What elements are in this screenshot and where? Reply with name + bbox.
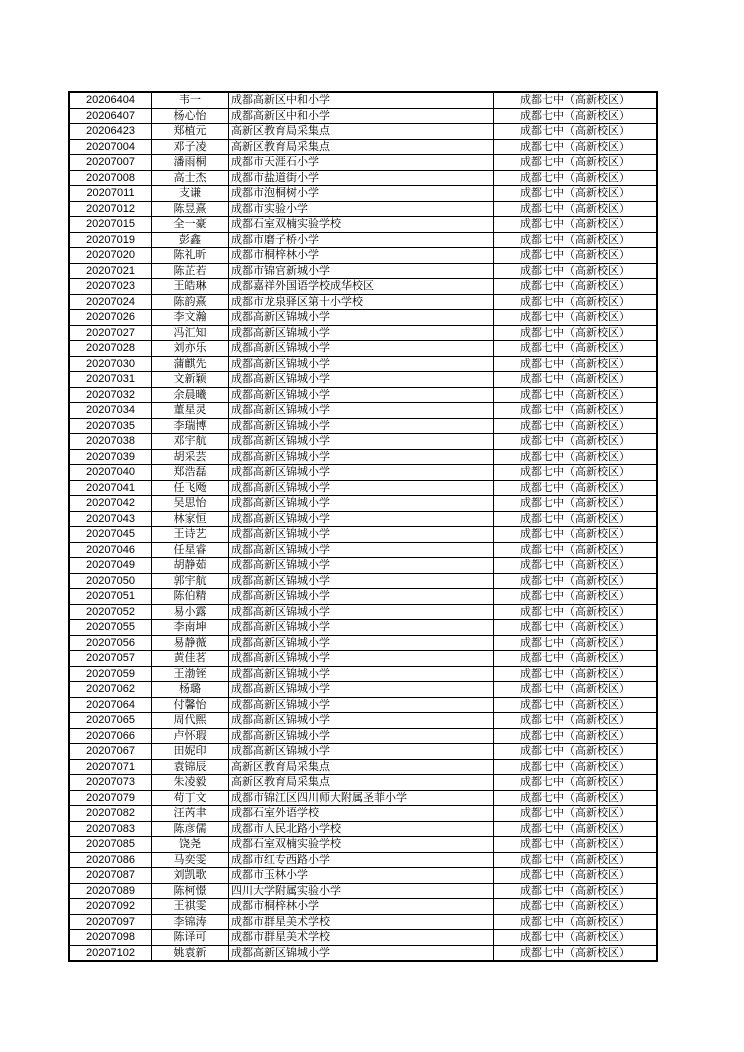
table-row (69, 604, 657, 620)
student-name-cell: 文新颖 (152, 372, 229, 388)
student-name-cell: 周代熙 (152, 713, 229, 729)
admitted-school-cell: 成都七中（高新校区） (494, 728, 658, 744)
table-row (69, 852, 657, 868)
student-name-cell: 陈译可 (152, 930, 229, 946)
student-name-cell: 饶尧 (152, 837, 229, 853)
student-name-cell: 姚袁新 (152, 945, 229, 961)
table-row (69, 434, 657, 450)
student-id-cell: 20207051 (69, 589, 152, 605)
table-row (69, 821, 657, 837)
admitted-school-cell: 成都七中（高新校区） (494, 480, 658, 496)
source-school-cell: 成都市红专西路小学 (229, 852, 494, 868)
student-name-cell: 马奕雯 (152, 852, 229, 868)
student-name-cell: 李文瀚 (152, 310, 229, 326)
student-name-cell: 王诗艺 (152, 527, 229, 543)
admitted-school-cell: 成都七中（高新校区） (494, 713, 658, 729)
source-school-cell: 成都高新区锦城小学 (229, 372, 494, 388)
admitted-school-cell: 成都七中（高新校区） (494, 372, 658, 388)
admitted-school-cell: 成都七中（高新校区） (494, 263, 658, 279)
table-row (69, 542, 657, 558)
table-row (69, 403, 657, 419)
admitted-school-cell: 成都七中（高新校区） (494, 573, 658, 589)
admitted-school-cell: 成都七中（高新校区） (494, 232, 658, 248)
source-school-cell: 成都高新区锦城小学 (229, 713, 494, 729)
source-school-cell: 成都市天涯石小学 (229, 155, 494, 171)
student-id-cell: 20207019 (69, 232, 152, 248)
student-id-cell: 20207041 (69, 480, 152, 496)
source-school-cell: 成都高新区中和小学 (229, 108, 494, 124)
admitted-school-cell: 成都七中（高新校区） (494, 806, 658, 822)
student-id-cell: 20207064 (69, 697, 152, 713)
source-school-cell: 成都高新区锦城小学 (229, 635, 494, 651)
student-id-cell: 20207102 (69, 945, 152, 961)
source-school-cell: 成都高新区锦城小学 (229, 945, 494, 961)
student-id-cell: 20207066 (69, 728, 152, 744)
admitted-school-cell: 成都七中（高新校区） (494, 651, 658, 667)
admitted-school-cell: 成都七中（高新校区） (494, 744, 658, 760)
table-row (69, 263, 657, 279)
table-row (69, 573, 657, 589)
source-school-cell: 高新区教育局采集点 (229, 759, 494, 775)
source-school-cell: 成都市龙泉驿区第十小学校 (229, 294, 494, 310)
table-row (69, 790, 657, 806)
table-row (69, 217, 657, 233)
student-name-cell: 付馨怡 (152, 697, 229, 713)
student-name-cell: 汪芮聿 (152, 806, 229, 822)
student-id-cell: 20207071 (69, 759, 152, 775)
admitted-school-cell: 成都七中（高新校区） (494, 837, 658, 853)
student-name-cell: 彭鑫 (152, 232, 229, 248)
source-school-cell: 成都高新区锦城小学 (229, 666, 494, 682)
student-id-cell: 20207056 (69, 635, 152, 651)
table-row (69, 775, 657, 791)
student-id-cell: 20207057 (69, 651, 152, 667)
table-row (69, 232, 657, 248)
student-name-cell: 胡采芸 (152, 449, 229, 465)
student-id-cell: 20207079 (69, 790, 152, 806)
student-name-cell: 王渤铚 (152, 666, 229, 682)
admitted-school-cell: 成都七中（高新校区） (494, 170, 658, 186)
source-school-cell: 成都高新区锦城小学 (229, 465, 494, 481)
student-id-cell: 20207062 (69, 682, 152, 698)
source-school-cell: 成都高新区锦城小学 (229, 728, 494, 744)
admitted-school-cell: 成都七中（高新校区） (494, 449, 658, 465)
student-id-cell: 20207065 (69, 713, 152, 729)
table-row (69, 449, 657, 465)
student-id-cell: 20207083 (69, 821, 152, 837)
student-name-cell: 李瑞博 (152, 418, 229, 434)
admitted-school-cell: 成都七中（高新校区） (494, 527, 658, 543)
table-row (69, 201, 657, 217)
source-school-cell: 成都高新区锦城小学 (229, 589, 494, 605)
admitted-school-cell: 成都七中（高新校区） (494, 930, 658, 946)
student-name-cell: 郑浩磊 (152, 465, 229, 481)
student-id-cell: 20206423 (69, 124, 152, 140)
student-id-cell: 20207015 (69, 217, 152, 233)
admitted-school-cell: 成都七中（高新校区） (494, 201, 658, 217)
table-body (69, 92, 657, 961)
admitted-school-cell: 成都七中（高新校区） (494, 496, 658, 512)
student-id-cell: 20207034 (69, 403, 152, 419)
source-school-cell: 成都市人民北路小学校 (229, 821, 494, 837)
table-row (69, 248, 657, 264)
admitted-school-cell: 成都七中（高新校区） (494, 139, 658, 155)
student-name-cell: 邓宇航 (152, 434, 229, 450)
table-row (69, 108, 657, 124)
source-school-cell: 成都高新区锦城小学 (229, 325, 494, 341)
table-row (69, 899, 657, 915)
admitted-school-cell: 成都七中（高新校区） (494, 155, 658, 171)
student-id-cell: 20207004 (69, 139, 152, 155)
source-school-cell: 成都高新区锦城小学 (229, 651, 494, 667)
student-name-cell: 杨璐 (152, 682, 229, 698)
student-id-cell: 20207059 (69, 666, 152, 682)
source-school-cell: 成都市锦官新城小学 (229, 263, 494, 279)
student-id-cell: 20207043 (69, 511, 152, 527)
table-row (69, 558, 657, 574)
student-name-cell: 全一豪 (152, 217, 229, 233)
student-name-cell: 蒲麒先 (152, 356, 229, 372)
admitted-school-cell: 成都七中（高新校区） (494, 217, 658, 233)
student-id-cell: 20206407 (69, 108, 152, 124)
student-id-cell: 20207027 (69, 325, 152, 341)
student-id-cell: 20207073 (69, 775, 152, 791)
source-school-cell: 成都市磨子桥小学 (229, 232, 494, 248)
admitted-school-cell: 成都七中（高新校区） (494, 635, 658, 651)
student-id-cell: 20207098 (69, 930, 152, 946)
source-school-cell: 四川大学附属实验小学 (229, 883, 494, 899)
table-row (69, 310, 657, 326)
source-school-cell: 成都市玉林小学 (229, 868, 494, 884)
table-row (69, 527, 657, 543)
source-school-cell: 成都市桐梓林小学 (229, 248, 494, 264)
student-name-cell: 朱凌毅 (152, 775, 229, 791)
student-id-cell: 20207007 (69, 155, 152, 171)
table-row (69, 883, 657, 899)
source-school-cell: 成都市锦江区四川师大附属圣菲小学 (229, 790, 494, 806)
source-school-cell: 成都高新区锦城小学 (229, 403, 494, 419)
admitted-school-cell: 成都七中（高新校区） (494, 387, 658, 403)
student-id-cell: 20207055 (69, 620, 152, 636)
source-school-cell: 成都市群星美术学校 (229, 930, 494, 946)
source-school-cell: 成都市群星美术学校 (229, 914, 494, 930)
table-row (69, 682, 657, 698)
source-school-cell: 成都市泡桐树小学 (229, 186, 494, 202)
student-name-cell: 袁锦辰 (152, 759, 229, 775)
admitted-school-cell: 成都七中（高新校区） (494, 325, 658, 341)
student-id-cell: 20207040 (69, 465, 152, 481)
admitted-school-cell: 成都七中（高新校区） (494, 759, 658, 775)
student-name-cell: 郑植元 (152, 124, 229, 140)
student-name-cell: 胡静茹 (152, 558, 229, 574)
source-school-cell: 成都高新区锦城小学 (229, 418, 494, 434)
table-row (69, 914, 657, 930)
source-school-cell: 成都高新区锦城小学 (229, 620, 494, 636)
student-id-cell: 20207086 (69, 852, 152, 868)
table-row (69, 387, 657, 403)
source-school-cell: 成都高新区锦城小学 (229, 310, 494, 326)
student-name-cell: 任星睿 (152, 542, 229, 558)
source-school-cell: 成都高新区锦城小学 (229, 682, 494, 698)
table-row (69, 868, 657, 884)
student-id-cell: 20207038 (69, 434, 152, 450)
table-row (69, 155, 657, 171)
admitted-school-cell: 成都七中（高新校区） (494, 883, 658, 899)
student-id-cell: 20207023 (69, 279, 152, 295)
table-row (69, 480, 657, 496)
admitted-school-cell: 成都七中（高新校区） (494, 697, 658, 713)
student-name-cell: 王皓琳 (152, 279, 229, 295)
student-name-cell: 黄佳茗 (152, 651, 229, 667)
table-row (69, 418, 657, 434)
student-name-cell: 陈韵熹 (152, 294, 229, 310)
student-id-cell: 20207028 (69, 341, 152, 357)
table-row (69, 728, 657, 744)
source-school-cell: 成都石室双楠实验学校 (229, 837, 494, 853)
source-school-cell: 成都高新区锦城小学 (229, 480, 494, 496)
source-school-cell: 成都高新区锦城小学 (229, 341, 494, 357)
source-school-cell: 高新区教育局采集点 (229, 124, 494, 140)
student-name-cell: 陈柯憬 (152, 883, 229, 899)
student-name-cell: 易小露 (152, 604, 229, 620)
student-id-cell: 20207020 (69, 248, 152, 264)
admitted-school-cell: 成都七中（高新校区） (494, 790, 658, 806)
student-id-cell: 20207042 (69, 496, 152, 512)
student-id-cell: 20207026 (69, 310, 152, 326)
table-row (69, 341, 657, 357)
source-school-cell: 成都高新区锦城小学 (229, 356, 494, 372)
student-id-cell: 20207089 (69, 883, 152, 899)
student-id-cell: 20207045 (69, 527, 152, 543)
table-row (69, 92, 657, 108)
table-row (69, 930, 657, 946)
student-name-cell: 任飞飏 (152, 480, 229, 496)
student-id-cell: 20207024 (69, 294, 152, 310)
admitted-school-cell: 成都七中（高新校区） (494, 279, 658, 295)
source-school-cell: 成都高新区锦城小学 (229, 387, 494, 403)
admitted-school-cell: 成都七中（高新校区） (494, 589, 658, 605)
table-row (69, 465, 657, 481)
student-name-cell: 林家恒 (152, 511, 229, 527)
admitted-school-cell: 成都七中（高新校区） (494, 341, 658, 357)
student-name-cell: 吴思怡 (152, 496, 229, 512)
admitted-school-cell: 成都七中（高新校区） (494, 620, 658, 636)
table-row (69, 511, 657, 527)
source-school-cell: 成都市桐梓林小学 (229, 899, 494, 915)
student-id-cell: 20207032 (69, 387, 152, 403)
source-school-cell: 成都高新区锦城小学 (229, 511, 494, 527)
table-row (69, 170, 657, 186)
source-school-cell: 成都嘉祥外国语学校成华校区 (229, 279, 494, 295)
admitted-school-cell: 成都七中（高新校区） (494, 852, 658, 868)
table-row (69, 759, 657, 775)
admitted-school-cell: 成都七中（高新校区） (494, 558, 658, 574)
student-name-cell: 易静薇 (152, 635, 229, 651)
admitted-school-cell: 成都七中（高新校区） (494, 914, 658, 930)
student-name-cell: 王祺雯 (152, 899, 229, 915)
source-school-cell: 成都高新区锦城小学 (229, 542, 494, 558)
student-name-cell: 李南坤 (152, 620, 229, 636)
table-row (69, 294, 657, 310)
admitted-school-cell: 成都七中（高新校区） (494, 434, 658, 450)
student-id-cell: 20207052 (69, 604, 152, 620)
student-id-cell: 20206404 (69, 92, 152, 108)
table-row (69, 620, 657, 636)
student-id-cell: 20207035 (69, 418, 152, 434)
admitted-school-cell: 成都七中（高新校区） (494, 108, 658, 124)
student-id-cell: 20207049 (69, 558, 152, 574)
student-name-cell: 陈伯精 (152, 589, 229, 605)
student-id-cell: 20207092 (69, 899, 152, 915)
student-name-cell: 冯汇知 (152, 325, 229, 341)
table-row (69, 697, 657, 713)
source-school-cell: 成都高新区锦城小学 (229, 744, 494, 760)
table-row (69, 744, 657, 760)
admitted-school-cell: 成都七中（高新校区） (494, 294, 658, 310)
student-id-cell: 20207021 (69, 263, 152, 279)
student-name-cell: 苟丁文 (152, 790, 229, 806)
admitted-school-cell: 成都七中（高新校区） (494, 899, 658, 915)
admitted-school-cell: 成都七中（高新校区） (494, 682, 658, 698)
student-name-cell: 卢怀瑕 (152, 728, 229, 744)
table-row (69, 945, 657, 961)
admitted-school-cell: 成都七中（高新校区） (494, 604, 658, 620)
table-row (69, 325, 657, 341)
student-id-cell: 20207011 (69, 186, 152, 202)
admitted-school-cell: 成都七中（高新校区） (494, 124, 658, 140)
admission-list-table (68, 91, 658, 962)
student-name-cell: 潘雨桐 (152, 155, 229, 171)
source-school-cell: 成都高新区锦城小学 (229, 573, 494, 589)
source-school-cell: 成都市盐道街小学 (229, 170, 494, 186)
source-school-cell: 成都高新区锦城小学 (229, 434, 494, 450)
admitted-school-cell: 成都七中（高新校区） (494, 92, 658, 108)
student-id-cell: 20207067 (69, 744, 152, 760)
admitted-school-cell: 成都七中（高新校区） (494, 945, 658, 961)
table-row (69, 666, 657, 682)
table-row (69, 589, 657, 605)
student-id-cell: 20207097 (69, 914, 152, 930)
source-school-cell: 成都高新区锦城小学 (229, 496, 494, 512)
admitted-school-cell: 成都七中（高新校区） (494, 248, 658, 264)
table-row (69, 279, 657, 295)
student-id-cell: 20207039 (69, 449, 152, 465)
student-name-cell: 郭宇航 (152, 573, 229, 589)
table-row (69, 124, 657, 140)
source-school-cell: 成都石室双楠实验学校 (229, 217, 494, 233)
student-id-cell: 20207087 (69, 868, 152, 884)
source-school-cell: 成都高新区锦城小学 (229, 697, 494, 713)
table-row (69, 635, 657, 651)
student-id-cell: 20207008 (69, 170, 152, 186)
table-row (69, 837, 657, 853)
table-row (69, 356, 657, 372)
student-name-cell: 邓子凌 (152, 139, 229, 155)
table-row (69, 806, 657, 822)
student-id-cell: 20207031 (69, 372, 152, 388)
admitted-school-cell: 成都七中（高新校区） (494, 418, 658, 434)
student-name-cell: 陈彦儒 (152, 821, 229, 837)
admitted-school-cell: 成都七中（高新校区） (494, 542, 658, 558)
student-name-cell: 韦一 (152, 92, 229, 108)
admitted-school-cell: 成都七中（高新校区） (494, 511, 658, 527)
source-school-cell: 成都高新区锦城小学 (229, 558, 494, 574)
source-school-cell: 成都高新区中和小学 (229, 92, 494, 108)
table-row (69, 186, 657, 202)
student-name-cell: 刘亦乐 (152, 341, 229, 357)
student-id-cell: 20207050 (69, 573, 152, 589)
admitted-school-cell: 成都七中（高新校区） (494, 868, 658, 884)
student-id-cell: 20207046 (69, 542, 152, 558)
student-name-cell: 李锦涛 (152, 914, 229, 930)
student-id-cell: 20207085 (69, 837, 152, 853)
admitted-school-cell: 成都七中（高新校区） (494, 403, 658, 419)
table-row (69, 651, 657, 667)
student-name-cell: 杨心怡 (152, 108, 229, 124)
table-row (69, 139, 657, 155)
admitted-school-cell: 成都七中（高新校区） (494, 356, 658, 372)
student-id-cell: 20207012 (69, 201, 152, 217)
admitted-school-cell: 成都七中（高新校区） (494, 465, 658, 481)
source-school-cell: 成都高新区锦城小学 (229, 449, 494, 465)
student-id-cell: 20207082 (69, 806, 152, 822)
source-school-cell: 成都高新区锦城小学 (229, 604, 494, 620)
student-name-cell: 董星灵 (152, 403, 229, 419)
student-name-cell: 刘凯歌 (152, 868, 229, 884)
admitted-school-cell: 成都七中（高新校区） (494, 310, 658, 326)
student-name-cell: 田妮印 (152, 744, 229, 760)
student-name-cell: 陈芷若 (152, 263, 229, 279)
student-name-cell: 支谦 (152, 186, 229, 202)
student-id-cell: 20207030 (69, 356, 152, 372)
source-school-cell: 成都市实验小学 (229, 201, 494, 217)
admitted-school-cell: 成都七中（高新校区） (494, 821, 658, 837)
student-name-cell: 高士杰 (152, 170, 229, 186)
admitted-school-cell: 成都七中（高新校区） (494, 775, 658, 791)
source-school-cell: 高新区教育局采集点 (229, 775, 494, 791)
table-row (69, 496, 657, 512)
admitted-school-cell: 成都七中（高新校区） (494, 666, 658, 682)
table-row (69, 372, 657, 388)
source-school-cell: 高新区教育局采集点 (229, 139, 494, 155)
student-name-cell: 陈礼昕 (152, 248, 229, 264)
admitted-school-cell: 成都七中（高新校区） (494, 186, 658, 202)
student-name-cell: 余晨曦 (152, 387, 229, 403)
table-row (69, 713, 657, 729)
student-name-cell: 陈昱熹 (152, 201, 229, 217)
source-school-cell: 成都高新区锦城小学 (229, 527, 494, 543)
source-school-cell: 成都石室外语学校 (229, 806, 494, 822)
